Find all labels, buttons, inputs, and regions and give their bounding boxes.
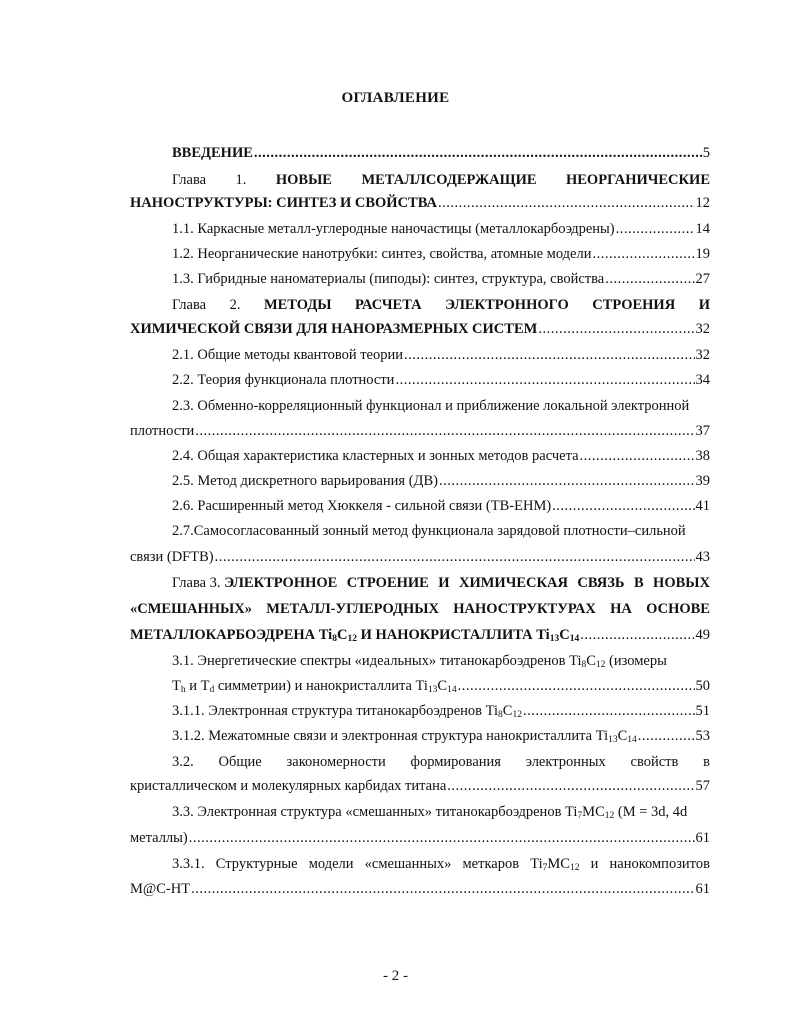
toc-entry-2-3-line2[interactable] [130, 422, 710, 440]
toc-page-number: 34 [695, 372, 710, 388]
toc-entry-1-1[interactable] [172, 220, 710, 238]
toc-entry-label: M@C-HT [130, 881, 191, 897]
toc-entry-3-1-line1[interactable] [172, 652, 710, 670]
dot-leader [538, 320, 694, 338]
toc-page-number: 57 [695, 778, 710, 794]
toc-entry-label: металлы) [130, 830, 188, 846]
toc-page-number: 38 [695, 448, 710, 464]
toc-word: свойств [630, 754, 679, 770]
toc-word: 3.2. [172, 754, 194, 770]
toc-entry-3-3-1-line1[interactable] [172, 855, 710, 873]
toc-word: ЭЛЕКТРОННОГО [445, 297, 569, 313]
toc-entry-3-1-1[interactable] [172, 702, 710, 720]
toc-entry-label: 2.3. Обменно-корреляционный функционал и приближение локальной электронной [172, 398, 690, 414]
toc-page-number: 41 [695, 498, 710, 514]
toc-word: электронных [525, 754, 606, 770]
dot-leader [395, 371, 694, 389]
dot-leader [592, 245, 694, 263]
toc-word: НАНОСТРУКТУРАХ [453, 601, 596, 617]
toc-word: закономерности [286, 754, 386, 770]
toc-page-number: 53 [695, 728, 710, 744]
toc-entry-3-1-line2[interactable] [172, 677, 710, 695]
dot-leader [458, 677, 695, 695]
toc-word: и [590, 856, 599, 872]
toc-entry-2-2[interactable] [172, 371, 710, 389]
toc-entry-label: связи (DFTB) [130, 549, 214, 565]
toc-word: меткаров [462, 856, 520, 872]
toc-word: НОВЫЕ [275, 172, 332, 188]
toc-word: МЕТОДЫ [263, 297, 332, 313]
toc-chapter-3-line3[interactable] [130, 626, 710, 644]
toc-entry-label: МЕТАЛЛОКАРБОЭДРЕНА $Ti_8C_{12}$ И НАНОКРИСТАЛЛИТА $Ti_{13}C_{14}$ [130, 627, 580, 644]
toc-entry-label: 3.1. Энергетические спектры «идеальных» титанокарбоэдренов $Ti_8C_{12}$ (изомеры [172, 653, 667, 670]
toc-entry-2-5[interactable] [172, 472, 710, 490]
toc-word: РАСЧЕТА [355, 297, 422, 313]
toc-word: ОСНОВЕ [646, 601, 710, 617]
toc-word: НА [610, 601, 632, 617]
toc-entry-label: НАНОСТРУКТУРЫ: СИНТЕЗ И СВОЙСТВА [130, 195, 437, 211]
toc-entry-label: 3.1.2. Межатомные связи и электронная структура нанокристаллита $Ti_{13}C_{14}$ [172, 728, 637, 745]
toc-entry-1-2[interactable] [172, 245, 710, 263]
toc-entry-label: ХИМИЧЕСКОЙ СВЯЗИ ДЛЯ НАНОРАЗМЕРНЫХ СИСТЕМ [130, 321, 538, 337]
dot-leader [580, 626, 694, 644]
toc-entry-label: 2.5. Метод дискретного варьирования (ДВ) [172, 473, 438, 489]
toc-word: Структурные [215, 856, 298, 872]
toc-word: Глава 3. [172, 575, 225, 591]
toc-entry-label: 2.4. Общая характеристика кластерных и зонных методов расчета [172, 448, 579, 464]
toc-chapter-1-line2[interactable] [130, 194, 710, 212]
toc-entry-3-3-line2[interactable] [130, 829, 710, 847]
toc-page-number: 39 [695, 473, 710, 489]
toc-entry-label: ЭЛЕКТРОННОЕ СТРОЕНИЕ И ХИМИЧЕСКАЯ СВЯЗЬ В НОВЫХ [224, 575, 710, 591]
toc-entry-label: 2.2. Теория функционала плотности [172, 372, 395, 388]
toc-entry-label: 2.7.Самосогласованный зонный метод функционала зарядовой плотности–сильной [172, 523, 686, 539]
page-title: ОГЛАВЛЕНИЕ [341, 90, 450, 106]
toc-word: 1. [235, 172, 247, 188]
toc-page-number: 32 [695, 347, 710, 363]
toc-chapter-1-line1[interactable] [172, 171, 710, 189]
toc-word: Глава [172, 297, 207, 313]
toc-chapter-2-line1[interactable] [172, 296, 710, 314]
toc-entry-3-2-line1[interactable] [172, 753, 710, 771]
toc-page-number: 5 [702, 145, 710, 161]
toc-entry-label: 1.2. Неорганические нанотрубки: синтез, свойства, атомные модели [172, 246, 592, 262]
toc-entry-label: 2.1. Общие методы квантовой теории [172, 347, 404, 363]
dot-leader [438, 194, 695, 212]
toc-entry-3-3-1-line2[interactable] [130, 880, 710, 898]
toc-word: И [698, 297, 710, 313]
toc-word: «СМЕШАННЫХ» [130, 601, 252, 617]
toc-word: формирования [410, 754, 501, 770]
toc-word: $Ti_7MC_{12}$ [530, 856, 580, 873]
toc-entry-label: 1.3. Гибридные наноматериалы (пиподы): синтез, структура, свойства [172, 271, 605, 287]
toc-entry-1-3[interactable] [172, 270, 710, 288]
page-footer-number: - 2 - [383, 968, 408, 984]
toc-entry-label: ВВЕДЕНИЕ [172, 145, 253, 161]
toc-page-number: 14 [695, 221, 710, 237]
toc-entry-3-3-line1[interactable] [172, 803, 710, 821]
dot-leader [189, 829, 695, 847]
toc-page-number: 12 [695, 195, 710, 211]
toc-page-number: 19 [695, 246, 710, 262]
dot-leader [605, 270, 694, 288]
toc-word: Глава [172, 172, 207, 188]
toc-word: 2. [229, 297, 241, 313]
dot-leader [195, 422, 694, 440]
toc-word: 3.3.1. [172, 856, 205, 872]
toc-page-number: 27 [695, 271, 710, 287]
toc-page-number: 61 [695, 881, 710, 897]
toc-word: МЕТАЛЛ-УГЛЕРОДНЫХ [266, 601, 439, 617]
toc-word: в [703, 754, 710, 770]
toc-word: нанокомпозитов [609, 856, 710, 872]
toc-page-number: 32 [695, 321, 710, 337]
dot-leader [439, 472, 695, 490]
toc-entry-label: плотности [130, 423, 195, 439]
toc-page-number: 43 [695, 549, 710, 565]
toc-page-number: 51 [695, 703, 710, 719]
toc-page-number: 50 [695, 678, 710, 694]
toc-entry-label: кристаллическом и молекулярных карбидах титана [130, 778, 447, 794]
toc-word: «смешанных» [364, 856, 452, 872]
dot-leader [523, 702, 695, 720]
dot-leader [580, 447, 695, 465]
dot-leader [191, 880, 694, 898]
toc-chapter-3-line2[interactable] [130, 600, 710, 618]
dot-leader [638, 727, 695, 745]
toc-page-number: 37 [695, 423, 710, 439]
toc-page-number: 61 [695, 830, 710, 846]
toc-entry-label: 3.3. Электронная структура «смешанных» титанокарбоэдренов $Ti_7MC_{12}$ (M = 3d, 4d [172, 804, 688, 821]
toc-entry-label: 3.1.1. Электронная структура титанокарбоэдренов $Ti_8C_{12}$ [172, 703, 522, 720]
dot-leader [254, 144, 702, 162]
toc-entry-3-2-line2[interactable] [130, 777, 710, 795]
toc-entry-label: 2.6. Расширенный метод Хюккеля - сильной связи (TB-EHM) [172, 498, 552, 514]
dot-leader [616, 220, 695, 238]
toc-entry-3-1-2[interactable] [172, 727, 710, 745]
toc-entry-2-7-line1[interactable] [172, 522, 710, 540]
dot-leader [404, 346, 694, 364]
toc-chapter-2-line2[interactable] [130, 320, 710, 338]
toc-word: СТРОЕНИЯ [592, 297, 676, 313]
toc-entry-2-6[interactable] [172, 497, 710, 515]
toc-entry-2-1[interactable] [172, 346, 710, 364]
toc-entry-label: 1.1. Каркасные металл-углеродные наночастицы (металлокарбоэдрены) [172, 221, 615, 237]
toc-word: НЕОРГАНИЧЕСКИЕ [565, 172, 710, 188]
toc-entry-2-7-line2[interactable] [130, 548, 710, 566]
toc-chapter-3-line1[interactable] [172, 574, 710, 592]
toc-entry-intro[interactable] [172, 144, 710, 162]
toc-word: Общие [218, 754, 262, 770]
toc-word: модели [308, 856, 354, 872]
dot-leader [552, 497, 694, 515]
toc-entry-2-4[interactable] [172, 447, 710, 465]
toc-entry-label: $T_h$ и $T_d$ симметрии) и нанокристаллита $Ti_{13}C_{14}$ [172, 678, 457, 695]
dot-leader [215, 548, 695, 566]
dot-leader [447, 777, 694, 795]
toc-entry-2-3-line1[interactable] [172, 397, 710, 415]
toc-page-number: 49 [695, 627, 710, 643]
toc-word: МЕТАЛЛСОДЕРЖАЩИЕ [361, 172, 537, 188]
